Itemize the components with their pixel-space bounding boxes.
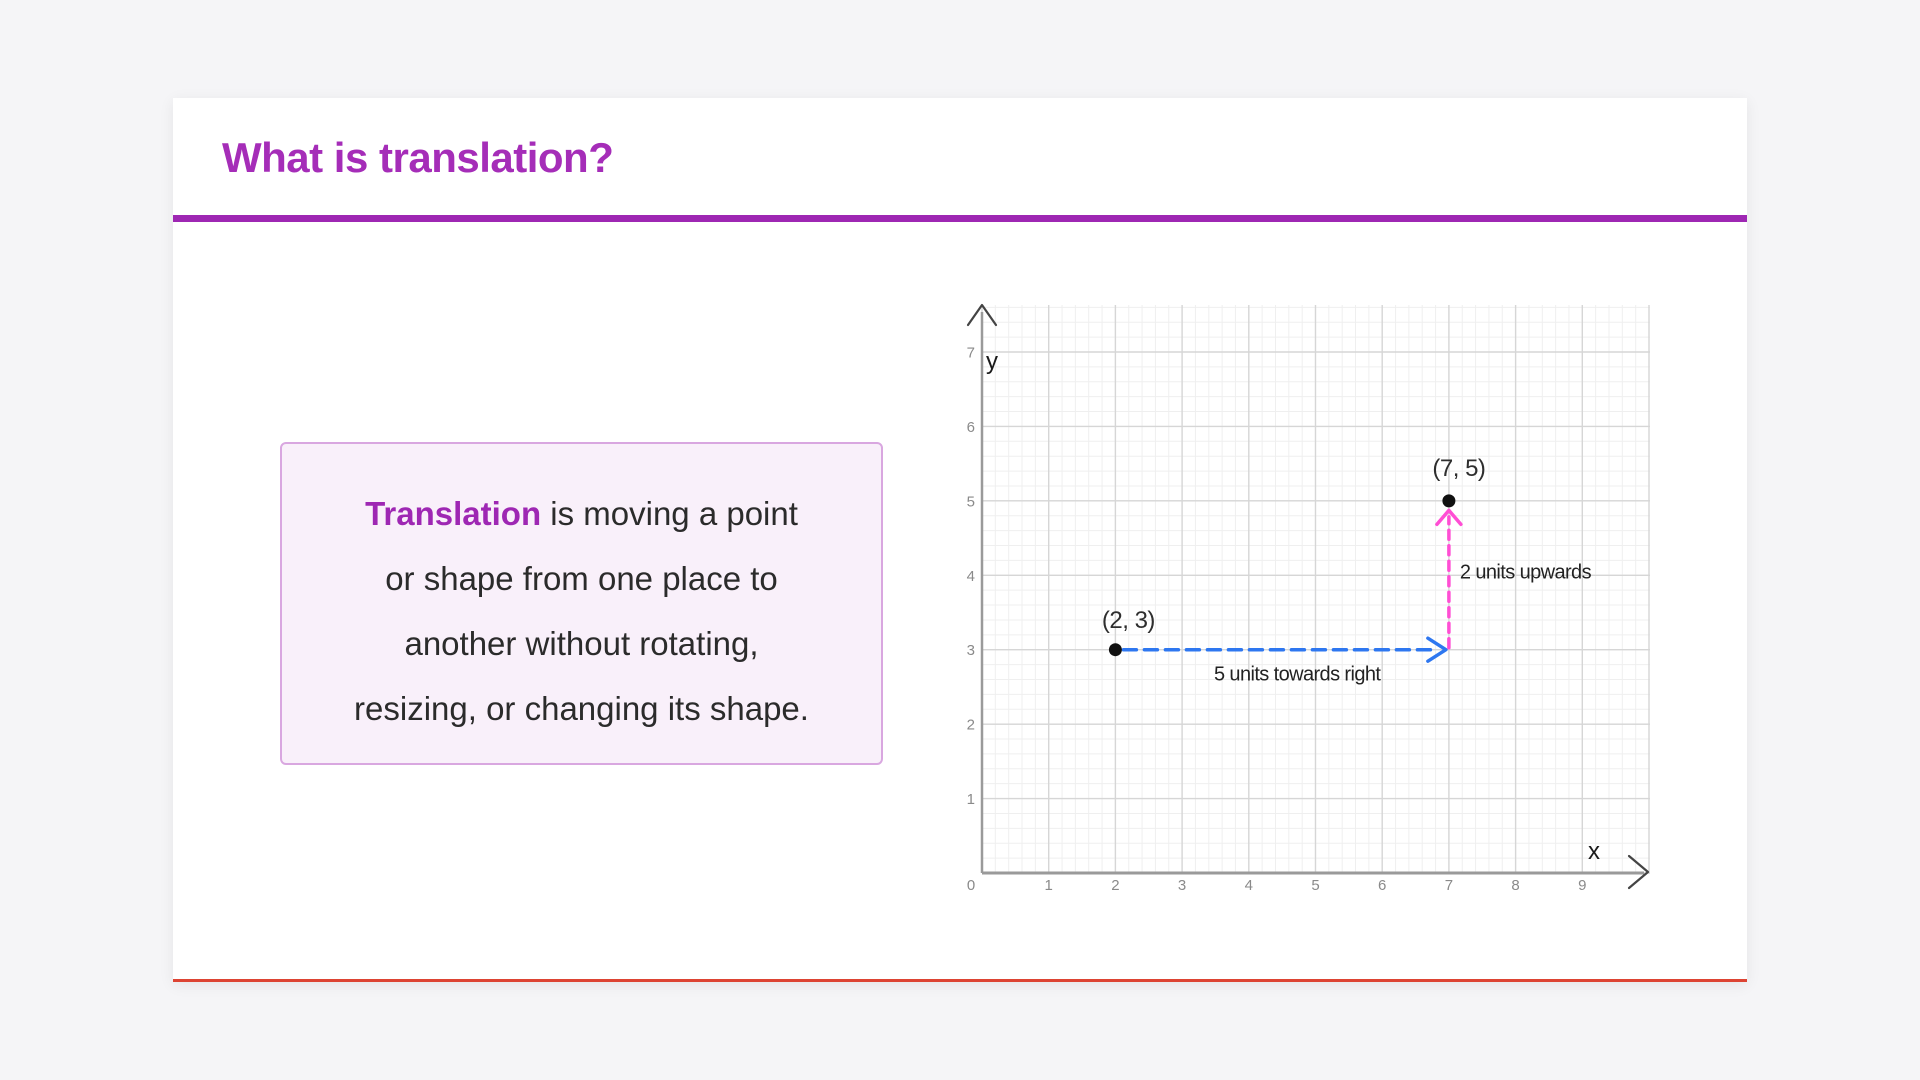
y-tick-label: 3 [966, 642, 975, 660]
x-tick-label: 4 [1244, 877, 1253, 894]
y-tick-label: 6 [966, 418, 975, 436]
y-tick-label: 4 [966, 567, 975, 585]
x-tick-label: 0 [966, 877, 976, 894]
definition-line-3: another without rotating, [404, 625, 759, 662]
x-tick-label: 5 [1311, 877, 1320, 894]
slide-card [173, 98, 1747, 982]
x-tick-label: 6 [1378, 877, 1387, 894]
point-dot-7-5 [1442, 494, 1455, 507]
point-label-2-3: (2, 3) [1101, 607, 1155, 635]
definition-box [280, 442, 883, 765]
definition-line-1 [282, 481, 881, 546]
y-tick-label: 5 [966, 493, 975, 511]
title-divider [173, 215, 1747, 222]
x-tick-label: 3 [1177, 877, 1187, 894]
translation-graph [940, 292, 1660, 917]
x-tick-label: 8 [1511, 877, 1520, 894]
point-dot-2-3 [1109, 643, 1122, 656]
x-tick-label: 9 [1578, 877, 1587, 894]
definition-line-4: resizing, or changing its shape. [354, 690, 809, 727]
point-label-7-5: (7, 5) [1432, 454, 1486, 482]
x-axis-label: x [1588, 838, 1600, 865]
x-tick-label: 2 [1111, 877, 1120, 894]
x-tick-label: 7 [1444, 877, 1454, 894]
x-tick-label: 1 [1044, 877, 1053, 894]
y-tick-label: 2 [966, 716, 975, 734]
y-axis-label: y [986, 348, 998, 375]
vertical-annotation: 2 units upwards [1459, 561, 1591, 584]
definition-term: Translation [365, 495, 542, 532]
y-tick-label: 1 [966, 791, 975, 809]
coordinate-plane [940, 292, 1660, 917]
y-tick-label: 7 [966, 344, 975, 362]
definition-line-1-rest: is moving a point [541, 495, 798, 532]
page-title [222, 134, 613, 182]
definition-line-2: or shape from one place to [385, 560, 778, 597]
page-title-text: What is translation? [222, 134, 614, 181]
horizontal-annotation: 5 units towards right [1213, 663, 1381, 686]
